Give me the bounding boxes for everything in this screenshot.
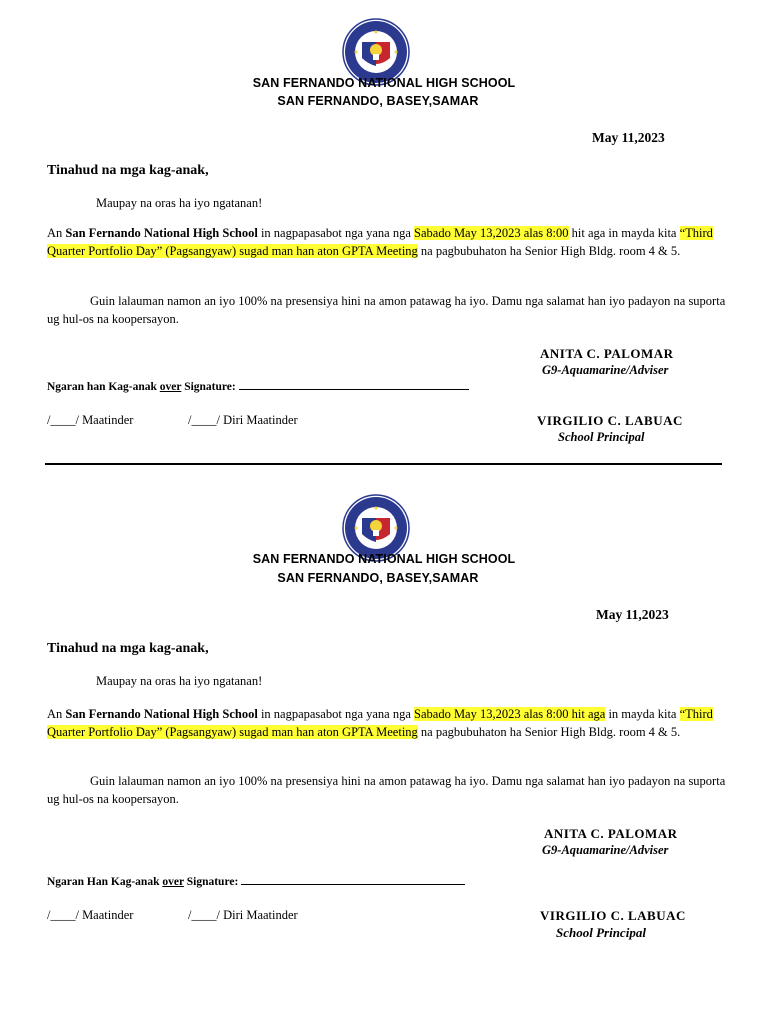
- school-name: SAN FERNANDO NATIONAL HIGH SCHOOL: [252, 552, 516, 566]
- principal-name: VIRGILIO C. LABUAC: [537, 413, 683, 428]
- adviser-title: G9-Aquamarine/Adviser: [542, 843, 669, 857]
- greeting: Tinahud na mga kag-anak,: [47, 641, 209, 656]
- highlight-date: Sabado May 13,2023 alas 8:00: [414, 226, 569, 240]
- paragraph-1: An San Fernando National High School in nagpapasabot nga yana nga Sabado May 13,2023 alas 8:00 hit aga in mayda kita “Third Quarter Portfolio Day” (Pagsangyaw) sugad man han aton GPTA Meeting na pagbubuhaton ha Senior High Bldg. room 4 & 5.: [47, 707, 713, 739]
- opening-line: Maupay na oras ha iyo ngatanan!: [96, 674, 263, 688]
- school-name-inline: San Fernando National High School: [65, 707, 258, 721]
- cut-divider: [45, 463, 722, 465]
- paragraph-2: Guin lalauman namon an iyo 100% na presensiya hini na amon patawag ha iyo. Damu nga salamat han iyo padayon na suporta ug hul-os na koopersayon.: [47, 774, 726, 806]
- adviser-name: ANITA C. PALOMAR: [544, 826, 678, 841]
- adviser-name: ANITA C. PALOMAR: [540, 346, 674, 361]
- attend-option: /____/ Maatinder: [47, 908, 134, 922]
- principal-name: VIRGILIO C. LABUAC: [540, 908, 686, 923]
- highlight-event: “Third Quarter Portfolio Day” (Pagsangyaw) sugad man han aton GPTA Meeting: [47, 226, 713, 258]
- letter-date: May 11,2023: [596, 607, 669, 622]
- highlight-event: “Third Quarter Portfolio Day” (Pagsangyaw) sugad man han aton GPTA Meeting: [47, 707, 713, 739]
- school-name-inline: San Fernando National High School: [65, 226, 258, 240]
- parent-signature-line: Ngaran Han Kag-anak over Signature:: [47, 876, 465, 888]
- not-attend-option: /____/ Diri Maatinder: [188, 908, 298, 922]
- greeting: Tinahud na mga kag-anak,: [47, 163, 209, 178]
- school-address: SAN FERNANDO, BASEY,SAMAR: [277, 94, 479, 108]
- letter-date: May 11,2023: [592, 130, 665, 145]
- school-address: SAN FERNANDO, BASEY,SAMAR: [277, 571, 479, 585]
- attend-option: /____/ Maatinder: [47, 413, 134, 427]
- adviser-title: G9-Aquamarine/Adviser: [542, 363, 669, 377]
- paragraph-2: Guin lalauman namon an iyo 100% na presensiya hini na amon patawag ha iyo. Damu nga salamat han iyo padayon na suporta ug hul-os na koopersayon.: [47, 294, 726, 326]
- principal-title: School Principal: [556, 925, 646, 940]
- opening-line: Maupay na oras ha iyo ngatanan!: [96, 196, 263, 210]
- highlight-date: Sabado May 13,2023 alas 8:00 hit aga: [414, 707, 606, 721]
- principal-title: School Principal: [558, 430, 645, 444]
- school-name: SAN FERNANDO NATIONAL HIGH SCHOOL: [252, 76, 516, 90]
- parent-signature-line: Ngaran han Kag-anak over Signature:: [47, 381, 469, 393]
- paragraph-1: An San Fernando National High School in nagpapasabot nga yana nga Sabado May 13,2023 alas 8:00 hit aga in mayda kita “Third Quarter Portfolio Day” (Pagsangyaw) sugad man han aton GPTA Meeting na pagbubuhaton ha Senior High Bldg. room 4 & 5.: [47, 226, 713, 258]
- not-attend-option: /____/ Diri Maatinder: [188, 413, 298, 427]
